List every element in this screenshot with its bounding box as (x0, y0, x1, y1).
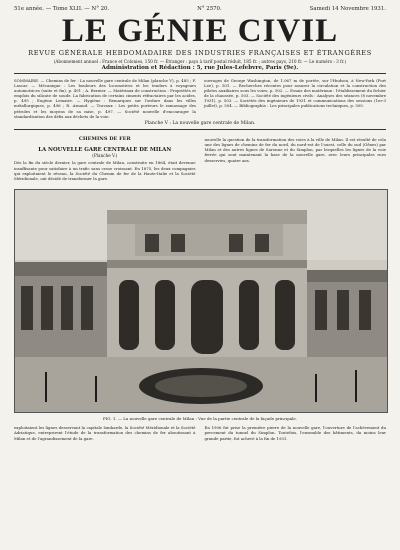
article-intro (14, 135, 386, 183)
intro-left-column (14, 135, 196, 183)
administration-address: Administration et Rédaction : 5, rue Jules-Lefebvre, Paris (9e). (14, 65, 386, 74)
figure-caption: FIG. 1. — La nouvelle gare centrale de Milan : Vue de la partie centrale de la façade principale. (102, 416, 298, 422)
station-photograph (14, 189, 388, 413)
paragraph: nouvelle la question de la transformation des voies à la ville de Milan. Il est résulté de cela une des lignes de chemins de fer du nord, du nord-est de l'ouest, celle du sud (Gênes) par Milan et des autres lignes de Saronno et du Simplon, par lesquelles les lignes de la voie ferrée qui sont maintenant la base de la nouvelle gare, avec leurs principales rues desservies, quatre ans. (204, 136, 386, 163)
subscription-info: (Abonnement annuel : France et Colonies, 150 fr. — Étranger : pays à tarif postal réduit, 185 fr. ; autres pays, 210 fr. — Le numéro : 3 fr.) (53, 59, 347, 64)
volume-info: 51e année. — Tome XLII. — N° 20. (14, 6, 110, 12)
intro-right-column (205, 135, 387, 183)
journal-page (14, 6, 386, 546)
plate-reference: (Planche V.) (92, 153, 118, 159)
article-title: LA NOUVELLE GARE CENTRALE DE MILAN (38, 146, 172, 153)
toc-right: ouvrages de George Washington, de 1.067 m de portée, sur l'Hudson, à New-York (Port Lee), p. 501. — Recherches récentes pour assurer la circulation et la construction des pilotes auxiliaires sous les voies, p. 502. — Essais des matériaux : l'établissement du fichier de la chaussée, p. 503. — Société des ingénieurs civils : Analyses des séances (8 novembre 1931), p. 503. — Sociétés des ingénieurs de 1931 et communications des sessions (1er-3 juillet), p. 504. — Bibliographie : Les principales publications techniques, p. 505. (204, 78, 386, 109)
issue-header (14, 6, 386, 13)
paragraph: Dès la fin du siècle dernier, la gare centrale de Milan, construite en 1864, était devenue insuffisante pour satisfaire à un trafic sans cesse croissant. En 1875, les deux compagnies qui exploitaient le réseau, la Société du Chemin de fer de la Haute-Italie et la Société Méridionale, ont décidé de transformer la gare. (14, 160, 196, 181)
section-title: CHEMINS DE FER (78, 135, 131, 142)
article-continuation (14, 425, 386, 441)
paragraph: exploitaient les lignes desservant la capitale lombarde, la Société Méridionale et la Société Adriatique, entreprirent l'étude de la transformation des chemins de fer aboutissant à Milan et de l'agrandissement de la gare. (14, 425, 196, 441)
issue-number: N° 2570. (197, 6, 222, 12)
table-of-contents (14, 78, 386, 119)
paragraph: En 1906 fut prise la première pierre de la nouvelle gare, l'ouverture de l'achèvement du percement du tunnel du Simplon. Toutefois, l'ensemble des bâtiments, du moins leur grande partie, fut achevé à la fin de 1931. (204, 425, 386, 441)
station-illustration (15, 190, 387, 412)
plate-note: Planche V : La nouvelle gare centrale de Milan. (14, 121, 386, 130)
issue-date: Samedi 14 Novembre 1931. (309, 6, 386, 12)
masthead: LE GÉNIE CIVIL (61, 13, 339, 49)
toc-left: SOMMAIRE. — Chemins de fer : La nouvelle gare centrale de Milan (planche V), p. 485 ; F. Lascar. — Mécanique : Les bouleurs des locomotives et les tenders à voyageurs automotrices (suite et fin), p. 491 ; A. Bernier. — Matériaux de construction : Propriétés et emplois du silicate de soude. La fabrication de certains ciments réfractaires par les acides, p. 495 ; Eugène Lemaire. — Hygiène : Remarques sur l'ordure dans les villes métallurgiques, p. 496 ; R. Arnaud. — Travaux : Les petits porteurs le ramassage des pétroles et les moyens de sa mise, p. 497. — Société nouvelle d'encourager la standardisation des défis aux déchets de la voie. (14, 78, 196, 119)
subtitle: REVUE GÉNÉRALE HEBDOMADAIRE DES INDUSTRIES FRANÇAISES ET ÉTRANGÈRES (28, 49, 372, 57)
